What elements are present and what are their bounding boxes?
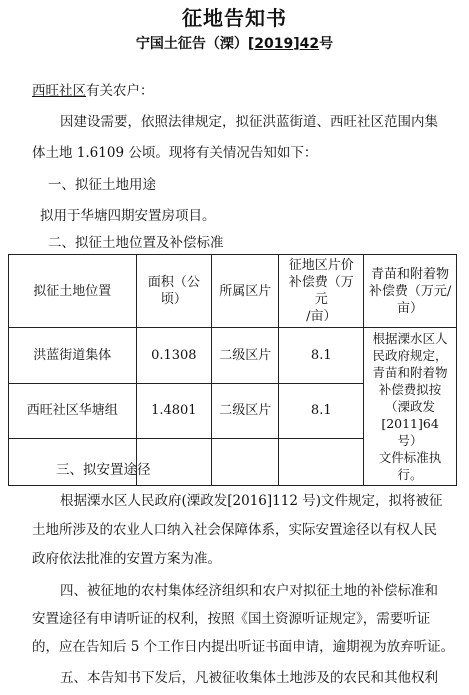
compensation-table: [8, 254, 457, 486]
intro-line-2: 体土地 1.6109 公顷。现将有关情况告知如下：: [32, 145, 318, 161]
row-location: 洪蓝街道集体: [9, 328, 137, 384]
header-location: 拟征土地位置: [9, 255, 137, 328]
row-area: 0.1308: [136, 328, 212, 384]
document-title: 征地告知书: [182, 6, 287, 30]
empty-cell: [279, 439, 364, 486]
table-header-row: [9, 255, 457, 328]
section-3-heading: 三、拟安置途径: [56, 462, 151, 478]
header-area: 面积（公 顷）: [136, 255, 212, 328]
table-row: [9, 328, 457, 384]
docno-suffix: 号: [319, 36, 334, 52]
row-zone: 二级区片: [212, 328, 279, 384]
docno-number: 42: [299, 36, 320, 52]
document-number: [0, 33, 469, 53]
row-price: 8.1: [279, 383, 364, 439]
section-1-heading: 一、拟征土地用途: [48, 177, 156, 193]
docno-year: 2019: [254, 36, 294, 52]
section-5-line-1: 五、本告知书下发后，凡被征收集体土地涉及的农民和其他权利: [60, 670, 438, 686]
row-location: 西旺社区华塘组: [9, 383, 137, 439]
section-3-line-2: 土地所涉及的农业人口纳入社会保障体系，实际安置途径以有权人民: [32, 522, 437, 538]
section-1-text: 拟用于华塘四期安置房项目。: [40, 208, 216, 224]
addressee-rest: 有关农户：: [86, 83, 154, 99]
empty-cell: [212, 439, 279, 486]
header-crop: 青苗和附着物 补偿费（万元/ 亩）: [364, 255, 457, 328]
row-zone: 二级区片: [212, 383, 279, 439]
crop-compensation-note: 根据溧水区人 民政府规定， 青苗和附着物 补偿费拟按 （溧政发 [2011]64 号） 文件标准执 行。: [364, 328, 457, 486]
section-2-heading: 二、拟征土地位置及补偿标准: [48, 235, 224, 251]
section-3-line-3: 政府依法批准的安置方案为准。: [32, 551, 221, 567]
section-4-line-3: 的，应在告知后 5 个工作日内提出听证书面申请，逾期视为放弃听证。: [32, 639, 455, 655]
header-zone: 所属区片: [212, 255, 279, 328]
section-4-line-1: 四、被征地的农村集体经济组织和农户对拟征土地的补偿标准和: [60, 583, 438, 599]
intro-line-1: 因建设需要，依照法律规定，拟征洪蓝街道、西旺社区范围内集: [60, 114, 438, 130]
docno-mid: ]: [293, 36, 300, 52]
row-price: 8.1: [279, 328, 364, 384]
addressee: [32, 79, 154, 99]
section-3-line-1: 根据溧水区人民政府(溧政发[2016]112 号)文件规定，拟将被征: [60, 493, 443, 509]
docno-prefix: 宁国土征告（溧）[: [135, 36, 255, 52]
header-price: 征地区片价 补偿费（万元 /亩）: [279, 255, 364, 328]
section-4-line-2: 安置途径有申请听证的权利，按照《国土资源听证规定》，需要听证: [32, 611, 431, 627]
addressee-name: 西旺社区: [32, 83, 86, 99]
row-area: 1.4801: [136, 383, 212, 439]
